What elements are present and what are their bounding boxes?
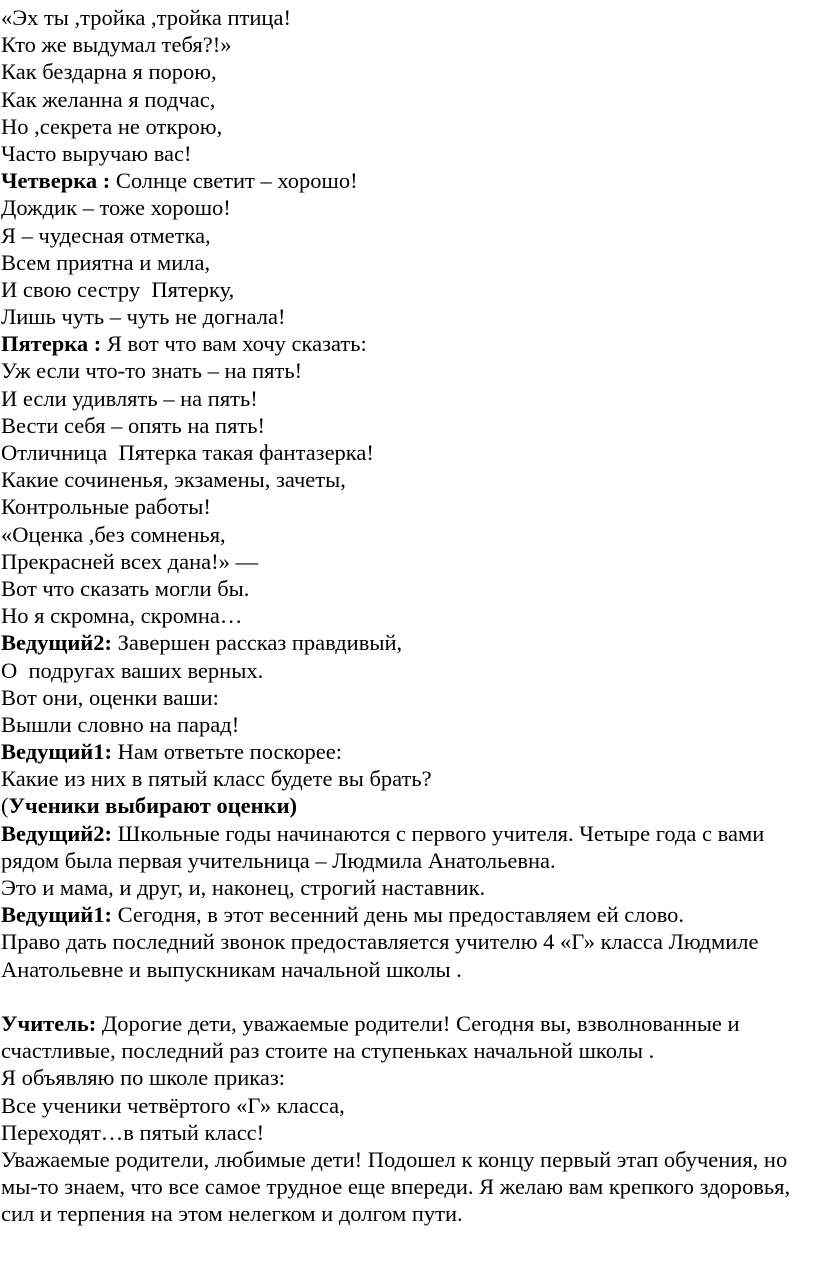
verse-line: Но я скромна, скромна… bbox=[1, 603, 243, 629]
verse-line: Часто выручаю вас! bbox=[1, 140, 192, 166]
paragraph-line: Переходят…в пятый класс! bbox=[1, 1119, 265, 1145]
paragraph-line: Все ученики четвёртого «Г» класса, bbox=[1, 1092, 345, 1118]
paragraph-text: Школьные годы начинаются с первого учителя. Четыре года с вами рядом была первая учительница – Людмила Анатольевна. bbox=[1, 820, 765, 873]
speaker-label: Ведущий2: bbox=[1, 820, 112, 846]
pyaterka-first-line bbox=[1, 330, 796, 357]
verse-line: Какие сочиненья, экзамены, зачеты, bbox=[1, 467, 346, 493]
verse-text: Нам ответьте поскорее: bbox=[112, 739, 343, 765]
verse-text: Я вот что вам хочу сказать: bbox=[101, 331, 367, 357]
paragraph-text: Дорогие дети, уважаемые родители! Сегодня вы, взволнованные и счастливые, последний раз стоите на ступеньках начальной школы . bbox=[1, 1011, 740, 1064]
verse-line: Дождик – тоже хорошо! bbox=[1, 195, 231, 221]
speaker-label: Четверка : bbox=[1, 168, 111, 194]
speaker-label: Ведущий2: bbox=[1, 630, 112, 656]
blank-line bbox=[1, 983, 796, 1010]
vedushchiy1-paragraph bbox=[1, 901, 796, 928]
verse-line: Прекрасней всех дана!» — bbox=[1, 548, 258, 574]
vedushchiy2-paragraph bbox=[1, 820, 796, 874]
stage-direction-text: Ученики выбирают оценки) bbox=[8, 793, 298, 819]
chetverka-first-line bbox=[1, 167, 796, 194]
paragraph: Право дать последний звонок предоставляется учителю 4 «Г» класса Людмиле Анатольевне и выпускникам начальной школы . bbox=[1, 929, 759, 982]
verse-text: Солнце светит – хорошо! bbox=[110, 168, 358, 194]
verse-line: Всем приятна и мила, bbox=[1, 249, 211, 275]
verse-line: «Эх ты ,тройка ,тройка птица! bbox=[1, 5, 291, 30]
paragraph-text: Сегодня, в этот весенний день мы предоставляем ей слово. bbox=[112, 902, 685, 928]
paren-open: ( bbox=[1, 793, 9, 819]
uchitel-paragraph bbox=[1, 1010, 796, 1064]
verse-text: Завершен рассказ правдивый, bbox=[112, 630, 403, 656]
verse-line: И свою сестру Пятерку, bbox=[1, 276, 235, 302]
verse-line: Отличница Пятерка такая фантазерка! bbox=[1, 440, 374, 465]
verse-line: Какие из них в пятый класс будете вы брать? bbox=[1, 766, 432, 792]
verse-line: Я – чудесная отметка, bbox=[1, 222, 211, 248]
verse-line: Лишь чуть – чуть не догнала! bbox=[1, 304, 286, 330]
verse-line: Вести себя – опять на пять! bbox=[1, 412, 266, 438]
verse-line: Вот что сказать могли бы. bbox=[1, 575, 250, 601]
paragraph: Уважаемые родители, любимые дети! Подошел к концу первый этап обучения, но мы-то знаем, что все самое трудное еще впереди. Я желаю вам крепкого здоровья, сил и терпения на этом нелегком и долгом пути. bbox=[1, 1146, 791, 1227]
verse-line: И если удивлять – на пять! bbox=[1, 385, 258, 411]
verse-line: Но ,секрета не открою, bbox=[1, 113, 223, 139]
verse-line: Как бездарна я порою, bbox=[1, 59, 217, 85]
vedushchiy1-first-line bbox=[1, 738, 796, 765]
verse-line: «Оценка ,без сомненья, bbox=[1, 521, 226, 547]
speaker-label: Ведущий1: bbox=[1, 902, 112, 928]
stage-direction bbox=[1, 792, 796, 819]
speaker-label: Пятерка : bbox=[1, 331, 102, 357]
vedushchiy2-first-line bbox=[1, 629, 796, 656]
verse-line: Вышли словно на парад! bbox=[1, 711, 240, 737]
verse-line: Кто же выдумал тебя?!» bbox=[1, 32, 232, 58]
paragraph-line: Это и мама, и друг, и, наконец, строгий наставник. bbox=[1, 875, 486, 901]
verse-line: Как желанна я подчас, bbox=[1, 86, 216, 112]
verse-line: О подругах ваших верных. bbox=[1, 657, 264, 683]
speaker-label: Учитель: bbox=[1, 1011, 97, 1037]
paragraph-line: Я объявляю по школе приказ: bbox=[1, 1065, 285, 1091]
verse-line: Контрольные работы! bbox=[1, 494, 211, 520]
verse-line: Уж если что-то знать – на пять! bbox=[1, 358, 303, 384]
speaker-label: Ведущий1: bbox=[1, 739, 112, 765]
verse-line: Вот они, оценки ваши: bbox=[1, 684, 219, 710]
